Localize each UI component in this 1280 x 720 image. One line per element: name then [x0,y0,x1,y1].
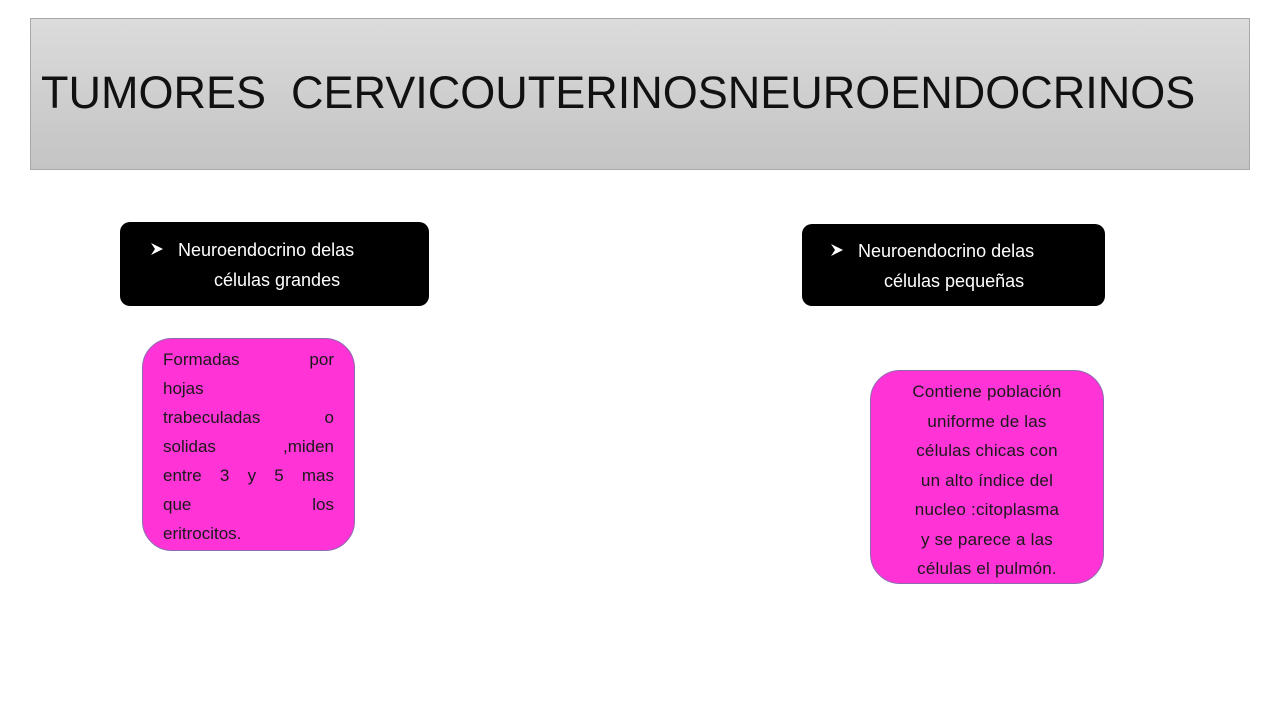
description-line: Formadas por [163,350,334,369]
description-line: que los [163,495,334,514]
description-box-small-cells [870,370,1104,584]
description-line: y se parece a las [921,529,1053,549]
bullet-row [150,236,354,294]
description-line: un alto índice del [920,470,1054,490]
arrow-bullet-icon [150,238,166,266]
title-banner [30,18,1250,170]
heading-line-1: Neuroendocrino delas [858,241,1035,261]
slide-title: TUMORES CERVICOUTERINOSNEUROENDOCRINOS [41,67,1196,118]
heading-line-2: células pequeñas [884,271,1025,291]
description-line: trabeculadas o [163,408,334,427]
description-line: células el pulmón. [917,559,1057,578]
heading-box-large-cells [120,222,429,306]
description-line: hojas [163,379,204,398]
description-line: uniforme de las [927,411,1047,431]
heading-line-2: células grandes [214,270,341,290]
heading-line-1: Neuroendocrino delas [178,240,355,260]
description-line: células chicas con [916,441,1058,460]
description-line: Contiene población [912,382,1062,401]
heading-box-small-cells [802,224,1105,306]
description-line: nucleo :citoplasma [914,500,1060,519]
description-line: eritrocitos. [163,524,242,543]
description-line: solidas ,miden [163,437,334,456]
description-box-large-cells [142,338,355,551]
description-line: entre 3 y 5 mas [163,466,334,485]
arrow-bullet-icon [830,239,846,267]
bullet-row [830,237,1034,295]
